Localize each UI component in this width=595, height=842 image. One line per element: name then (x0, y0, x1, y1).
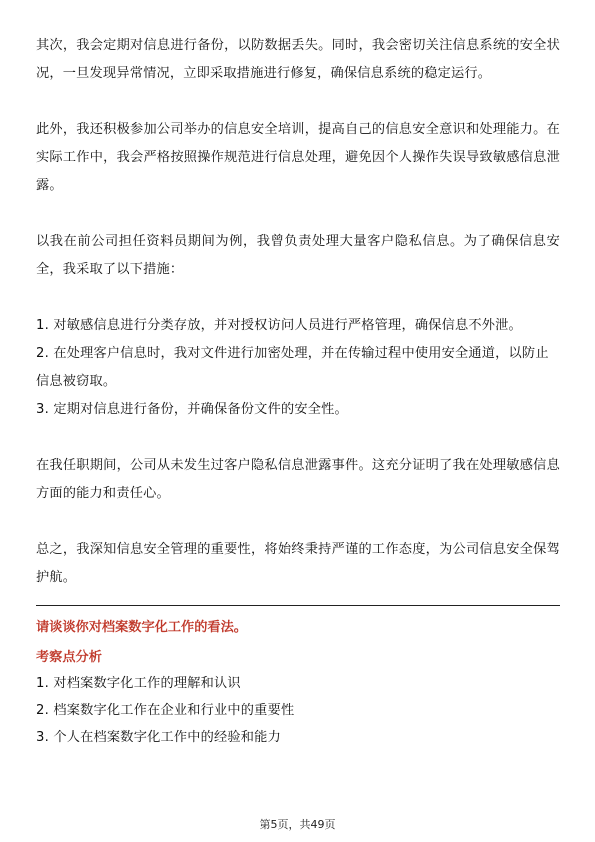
interview-question: 请谈谈你对档案数字化工作的看法。 (36, 620, 247, 635)
list-item: 3. 定期对信息进行备份，并确保备份文件的安全性。 (36, 402, 348, 417)
paragraph-summary: 总之，我深知信息安全管理的重要性，将始终秉持严谨的工作态度，为公司信息安全保驾护航。 (36, 542, 560, 585)
measures-list (36, 312, 560, 424)
list-item: 2. 在处理客户信息时，我对文件进行加密处理，并在传输过程中使用安全通道，以防止信息被窃取。 (36, 346, 549, 389)
paragraph-gap (36, 88, 560, 116)
paragraph-gap (36, 424, 560, 452)
paragraph-result: 在我任职期间，公司从未发生过客户隐私信息泄露事件。这充分证明了我在处理敏感信息方面的能力和责任心。 (36, 458, 560, 501)
list-item: 2. 档案数字化工作在企业和行业中的重要性 (36, 703, 295, 718)
paragraph-example: 以我在前公司担任资料员期间为例，我曾负责处理大量客户隐私信息。为了确保信息安全，我采取了以下措施： (36, 234, 560, 277)
analysis-points (36, 670, 560, 751)
paragraph-backup: 其次，我会定期对信息进行备份，以防数据丢失。同时，我会密切关注信息系统的安全状况，一旦发现异常情况，立即采取措施进行修复，确保信息系统的稳定运行。 (36, 38, 560, 81)
page-number: 第5页，共49页 (259, 818, 336, 831)
analysis-title: 考察点分析 (36, 650, 102, 665)
paragraph-gap (36, 284, 560, 312)
list-item: 1. 对敏感信息进行分类存放，并对授权访问人员进行严格管理，确保信息不外泄。 (36, 318, 522, 333)
list-item: 1. 对档案数字化工作的理解和认识 (36, 676, 241, 691)
paragraph-gap (36, 200, 560, 228)
document-page (36, 32, 560, 751)
section-divider (36, 605, 560, 606)
list-item: 3. 个人在档案数字化工作中的经验和能力 (36, 730, 281, 745)
paragraph-training: 此外，我还积极参加公司举办的信息安全培训，提高自己的信息安全意识和处理能力。在实际工作中，我会严格按照操作规范进行信息处理，避免因个人操作失误导致敏感信息泄露。 (36, 122, 560, 193)
paragraph-gap (36, 508, 560, 536)
